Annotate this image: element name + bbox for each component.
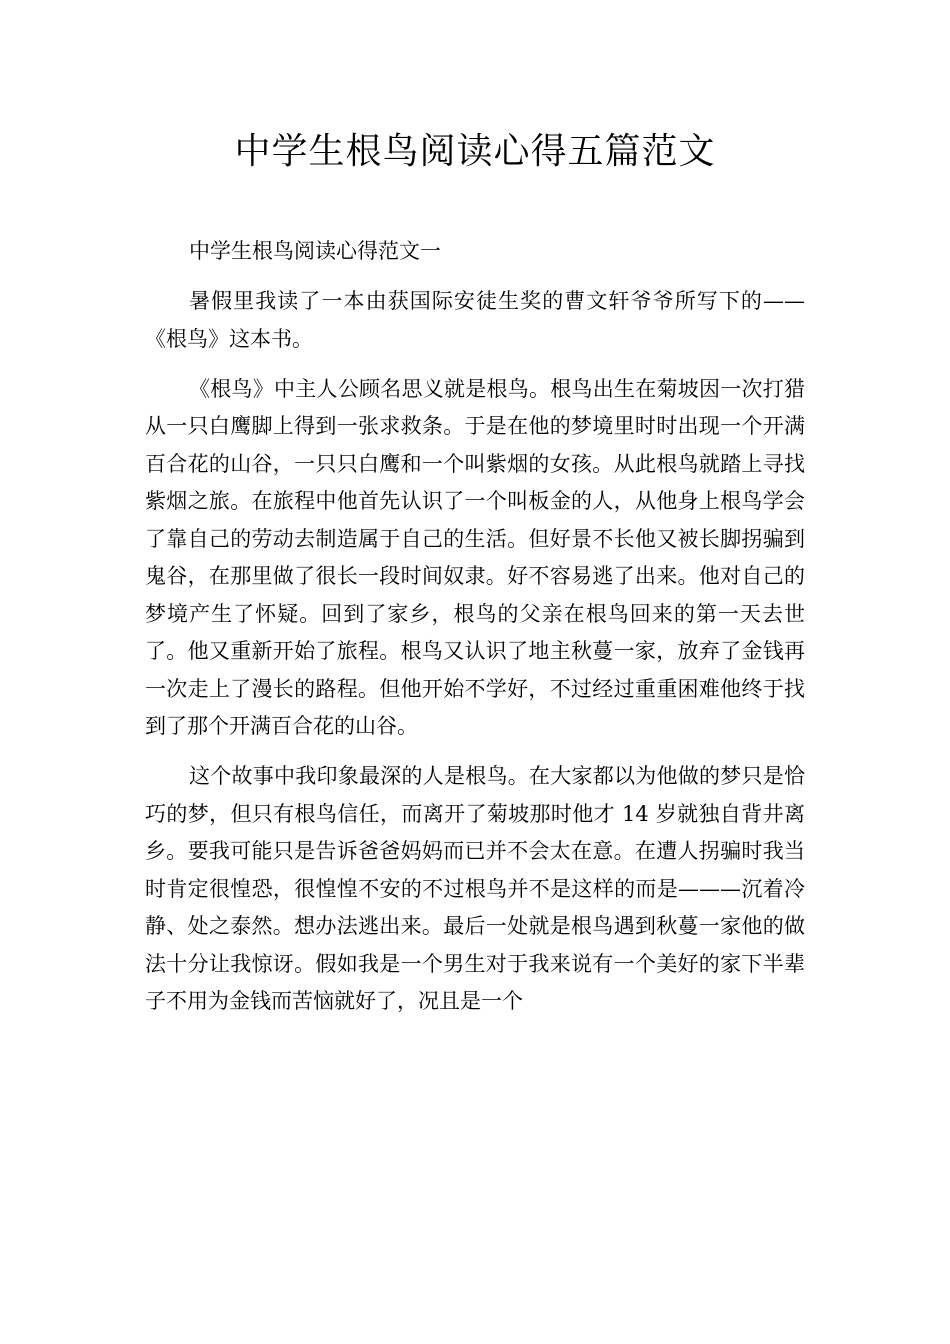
section-heading: 中学生根鸟阅读心得范文一 (189, 239, 441, 263)
paragraph: 这个故事中我印象最深的人是根鸟。在大家都以为他做的梦只是恰巧的梦，但只有根鸟信任，而离开了菊坡那时他才 14 岁就独自背井离乡。要我可能只是告诉爸爸妈妈而已并不会太在意。在遭人拐骗时我当时肯定很惶恐，很惶惶不安的不过根鸟并不是这样的而是———沉着冷静、处之泰然。想办法逃出来。最后一处就是根鸟遇到秋蔓一家他的做法十分让我惊讶。假如我是一个男生对于我来说有一个美好的家下半辈子不用为金钱而苦恼就好了，况且是一个 (145, 764, 805, 1014)
paragraph: 暑假里我读了一本由获国际安徒生奖的曹文轩爷爷所写下的——《根鸟》这本书。 (145, 289, 805, 351)
document-body (145, 233, 805, 1033)
paragraph: 《根鸟》中主人公顾名思义就是根鸟。根鸟出生在菊坡因一次打猎从一只白鹰脚上得到一张求救条。于是在他的梦境里时时出现一个开满百合花的山谷，一只只白鹰和一个叫紫烟的女孩。从此根鸟就踏上寻找紫烟之旅。在旅程中他首先认识了一个叫板金的人，从他身上根鸟学会了靠自己的劳动去制造属于自己的生活。但好景不长他又被长脚拐骗到鬼谷，在那里做了很长一段时间奴隶。好不容易逃了出来。他对自己的梦境产生了怀疑。回到了家乡，根鸟的父亲在根鸟回来的第一天去世了。他又重新开始了旅程。根鸟又认识了地主秋蔓一家，放弃了金钱再一次走上了漫长的路程。但他开始不学好，不过经过重重困难他终于找到了那个开满百合花的山谷。 (145, 376, 805, 739)
document-title: 中学生根鸟阅读心得五篇范文 (234, 131, 716, 172)
